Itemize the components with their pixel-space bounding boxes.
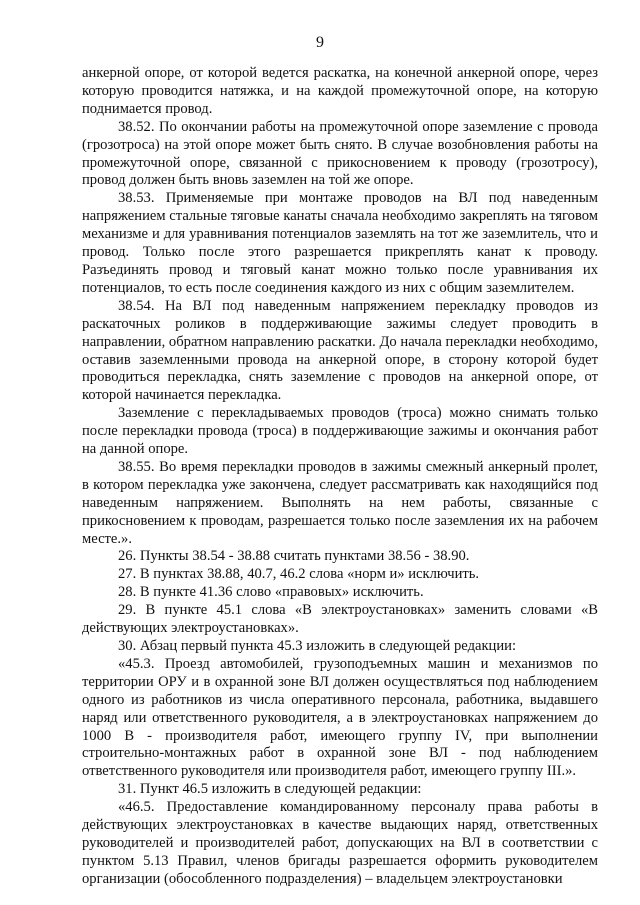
paragraph-item-30: 30. Абзац первый пункта 45.3 изложить в следующей редакции:	[118, 638, 517, 654]
paragraph-item-26: 26. Пункты 38.54 - 38.88 считать пунктами 38.56 - 38.90.	[118, 548, 470, 565]
paragraph-38-53: 38.53. Применяемые при монтаже проводов на ВЛ под наведенным напряжением стальные тяговые канаты сначала необходимо закреплять на тяговом механизме и для уравнивания потенциалов заземлять на тот же заземлитель, что и провод. Только после этого разрешается прикреплять канат к проводу. Разъединять провод и тяговый канат можно только после уравнивания их потенциалов, то есть после соединения каждого из них с общим заземлителем.	[82, 190, 598, 296]
paragraph-item-27: 27. В пунктах 38.88, 40.7, 46.2 слова «норм и» исключить.	[118, 566, 480, 583]
document-body	[82, 65, 598, 889]
page-number: 9	[316, 34, 324, 51]
paragraph-38-55: 38.55. Во время перекладки проводов в зажимы смежный анкерный пролет, в котором перекладка уже закончена, следует рассматривать как находящийся под наведенным напряжением. Выполнять на нем работы, связанные с прикосновением к проводам, разрешается только после заземления их на рабочем месте.».	[82, 458, 598, 547]
paragraph-38-52: 38.52. По окончании работы на промежуточной опоре заземление с провода (грозотроса) на этой опоре может быть снято. В случае возобновления работы на промежуточной опоре, связанной с прикосновением к проводу (грозотросу), провод должен быть вновь заземлен на той же опоре.	[82, 118, 598, 189]
paragraph-item-29: 29. В пункте 45.1 слова «В электроустановках» заменить словами «В действующих электроустановках».	[82, 602, 598, 637]
paragraph-45-3: «45.3. Проезд автомобилей, грузоподъемных машин и механизмов по территории ОРУ и в охранной зоне ВЛ должен осуществляться под наблюдением одного из работников из числа оперативного персонала, работника, выдавшего наряд или ответственного руководителя, а в электроустановках напряжением до 1000 В - производителя работ, имеющего группу IV, при выполнении строительно-монтажных работ в охранной зоне ВЛ - под наблюдением ответственного руководителя или производителя работ, имеющего группу III.».	[82, 655, 598, 780]
paragraph-38-54-second: Заземление с перекладываемых проводов (троса) можно снимать только после перекладки провода (троса) в поддерживающие зажимы и окончания работ на данной опоре.	[82, 405, 598, 458]
paragraph-item-31: 31. Пункт 46.5 изложить в следующей редакции:	[118, 781, 422, 798]
paragraph-46-5: «46.5. Предоставление командированному персоналу права работы в действующих электроустановках в качестве выдающих наряд, ответственных руководителей и производителей работ, допускающих на ВЛ в соответствии с пунктом 5.13 Правил, членов бригады разрешается оформить руководителем организации (обособленного подразделения) – владельцем электроустановки	[82, 799, 598, 887]
paragraph-continuation: анкерной опоре, от которой ведется раскатка, на конечной анкерной опоре, через которую проводится натяжка, и на каждой промежуточной опоре, на которую поднимается провод.	[82, 65, 598, 117]
paragraph-item-28: 28. В пункте 41.36 слово «правовых» исключить.	[118, 584, 424, 601]
paragraph-38-54: 38.54. На ВЛ под наведенным напряжением перекладку проводов из раскаточных роликов в поддерживающие зажимы следует проводить в направлении, обратном направлению раскатки. До начала перекладки необходимо, оставив заземленными провода на анкерной опоре, в сторону которой будет проводиться перекладка, снять заземление с проводов на анкерной опоре, от которой начинается перекладка.	[82, 297, 598, 404]
